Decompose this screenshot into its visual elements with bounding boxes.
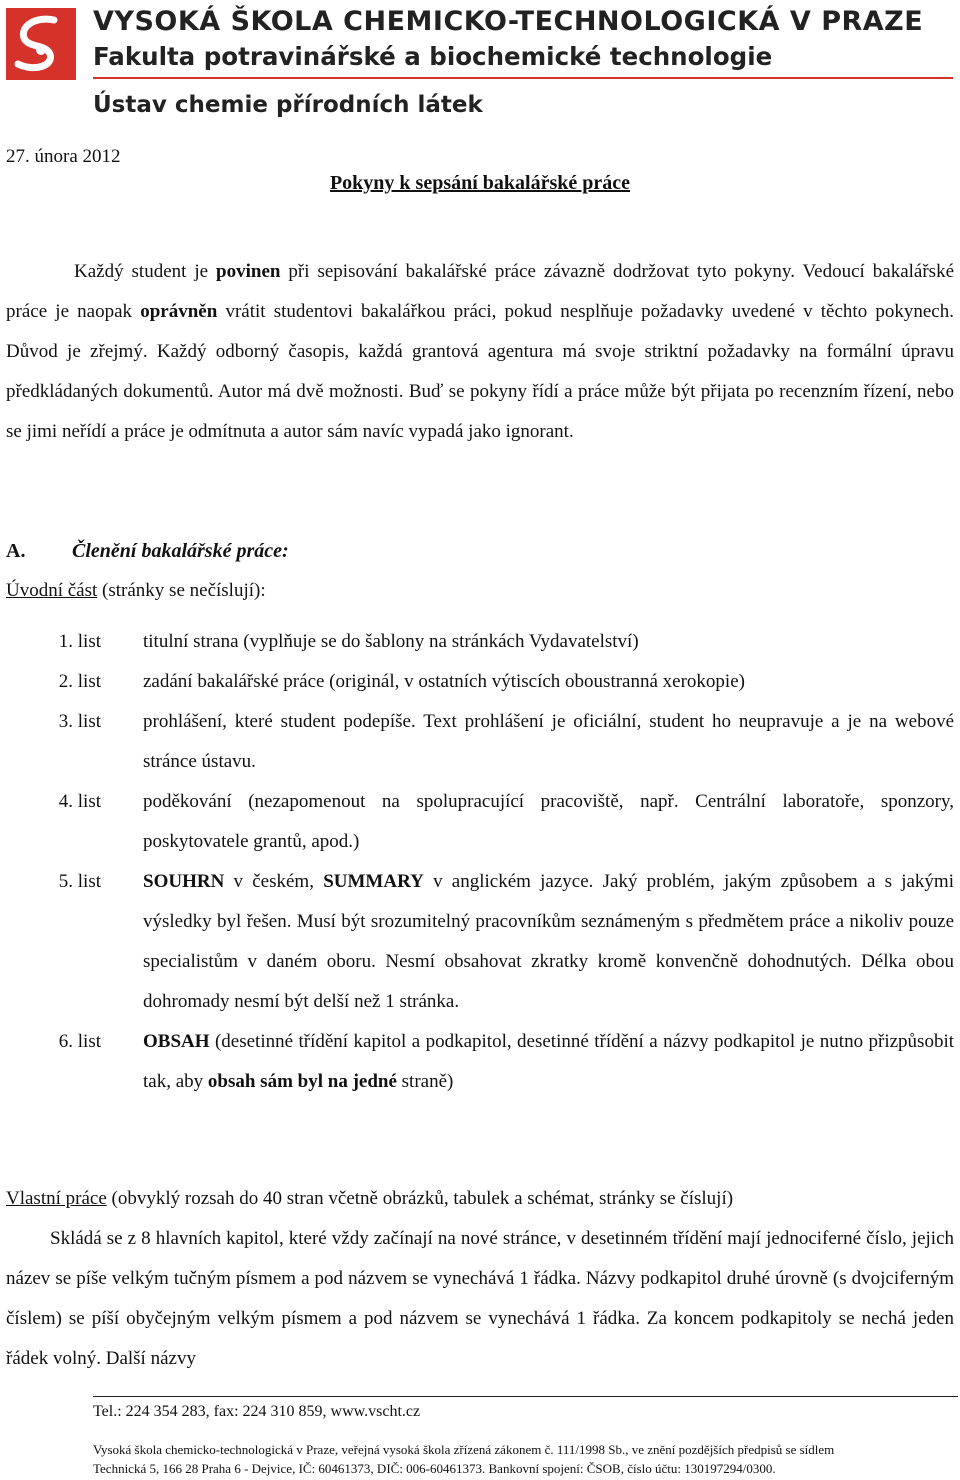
list-item-label: 5. list	[58, 871, 101, 892]
intro-text-3: vrátit studentovi bakalářkou práci, pokud nesplňuje požadavky uvedené v těchto pokynech. Důvod je zřejmý. Každý odborný časopis, každá grantová agentura má svoje striktní požadavky na formální úpravu předkládaných dokumentů. Autor má dvě možnosti. Buď se pokyny řídí a práce může být přijata po recenzním řízení, nebo se jimi neřídí a práce je odmítnuta a autor sám navíc vypadá jako ignorant.	[6, 301, 954, 442]
intro-paragraph	[6, 252, 954, 452]
list-item-text	[143, 1022, 954, 1102]
institution-name: VYSOKÁ ŠKOLA CHEMICKO-TECHNOLOGICKÁ V PRAZE	[93, 6, 924, 37]
footer-contact: Tel.: 224 354 283, fax: 224 310 859, www.vscht.cz	[93, 1403, 421, 1420]
faculty-name: Fakulta potravinářské a biochemické technologie	[93, 42, 773, 71]
footer-legal-line-1: Vysoká škola chemicko-technologická v Praze, veřejná vysoká škola zřízená zákonem č. 111/1998 Sb., ve znění pozdějších předpisů se sídlem	[93, 1442, 835, 1457]
list-item	[0, 1022, 960, 1102]
intro-text-1: Každý student je	[74, 261, 217, 282]
list-item-bold-part: SOUHRN	[143, 871, 225, 892]
header-divider	[93, 77, 953, 79]
intro-bold-1: povinen	[216, 261, 281, 282]
list-item-text	[143, 862, 954, 1022]
list-item-label: 6. list	[58, 1031, 101, 1052]
list-item-bold-part: obsah sám byl na jedné	[207, 1071, 397, 1092]
main-part-paragraph: Skládá se z 8 hlavních kapitol, které vždy začínají na nové stránce, v desetinném třídění mají jednociferné číslo, jejich název se píše velkým tučným písmem a pod názvem se vynechává 1 řádka. Názvy podkapitol druhé úrovně (s dvojciferným číslem) se píší obyčejným velkým písmem a pod názvem se vynechává 1 řádka. Za koncem podkapitoly se nechá jeden řádek volný. Další názvy	[6, 1228, 954, 1369]
document-date: 27. února 2012	[6, 146, 121, 167]
section-a-name: Členění bakalářské práce:	[72, 540, 289, 562]
list-item-text-part: zadání bakalářské práce (originál, v ostatních výtiscích oboustranná xerokopie)	[143, 671, 745, 692]
list-item	[0, 862, 960, 1022]
list-item-text-part: v anglickém jazyce. Jaký problém, jakým způsobem a s jakými výsledky byl řešen. Musí být srozumitelný pracovníkům seznámeným s předmětem práce a nikoliv pouze specialistům v daném oboru. Nesmí obsahovat zkratky kromě konvenčně dohodnutých. Délka obou dohromady nesmí být delší než 1 stránka.	[143, 871, 954, 1012]
intro-text-2: při sepisování bakalářské práce závazně dodržovat tyto pokyny. Vedoucí bakalářské práce je naopak	[6, 261, 955, 322]
footer-legal-line-2: Technická 5, 166 28 Praha 6 - Dejvice, IČ: 60461373, DIČ: 006-60461373. Bankovní spojení: ČSOB, číslo účtu: 130197294/0300.	[93, 1461, 776, 1476]
list-item-text-part: straně)	[396, 1071, 454, 1092]
list-item-text	[143, 782, 954, 862]
list-item	[0, 622, 960, 662]
list-item-text-part: v českém,	[224, 871, 324, 892]
main-part-heading	[6, 1179, 733, 1219]
intro-bold-2: oprávněn	[140, 301, 218, 322]
intro-part-note: (stránky se nečíslují):	[97, 580, 266, 601]
list-item-label: 3. list	[58, 711, 101, 732]
sheet-list	[0, 622, 960, 1102]
document-title: Pokyny k sepsání bakalářské práce	[329, 172, 631, 194]
intro-part-label: Úvodní část	[6, 580, 98, 601]
list-item-bold-part: SUMMARY	[323, 871, 424, 892]
list-item-text	[143, 662, 954, 702]
list-item-text	[143, 622, 954, 662]
footer-legal	[93, 1440, 834, 1478]
section-a-letter: A.	[6, 540, 26, 562]
main-part-note: (obvyklý rozsah do 40 stran včetně obrázků, tabulek a schémat, stránky se číslují)	[106, 1188, 734, 1209]
department-name: Ústav chemie přírodních látek	[93, 92, 483, 118]
list-item	[0, 662, 960, 702]
list-item-text-part: prohlášení, které student podepíše. Text prohlášení je oficiální, student ho neupravuje a je na webové stránce ústavu.	[143, 711, 954, 772]
intro-part-heading	[6, 571, 266, 611]
list-item-text-part: (desetinné třídění kapitol a podkapitol, desetinné třídění a názvy podkapitol je nutno přizpůsobit tak, aby	[143, 1031, 954, 1092]
list-item-text-part: poděkování (nezapomenout na spolupracující pracoviště, např. Centrální laboratoře, sponzory, poskytovatele grantů, apod.)	[143, 791, 954, 852]
section-a-heading	[6, 531, 289, 571]
list-item-label: 2. list	[58, 671, 101, 692]
list-item	[0, 702, 960, 782]
list-item-text-part: titulní strana (vyplňuje se do šablony na stránkách Vydavatelství)	[143, 631, 639, 652]
list-item-bold-part: OBSAH	[143, 1031, 210, 1052]
list-item-label: 4. list	[58, 791, 101, 812]
main-part-label: Vlastní práce	[6, 1188, 107, 1209]
list-item	[0, 782, 960, 862]
footer-divider	[93, 1396, 958, 1397]
list-item-text	[143, 702, 954, 782]
school-logo	[6, 8, 76, 80]
list-item-label: 1. list	[58, 631, 101, 652]
